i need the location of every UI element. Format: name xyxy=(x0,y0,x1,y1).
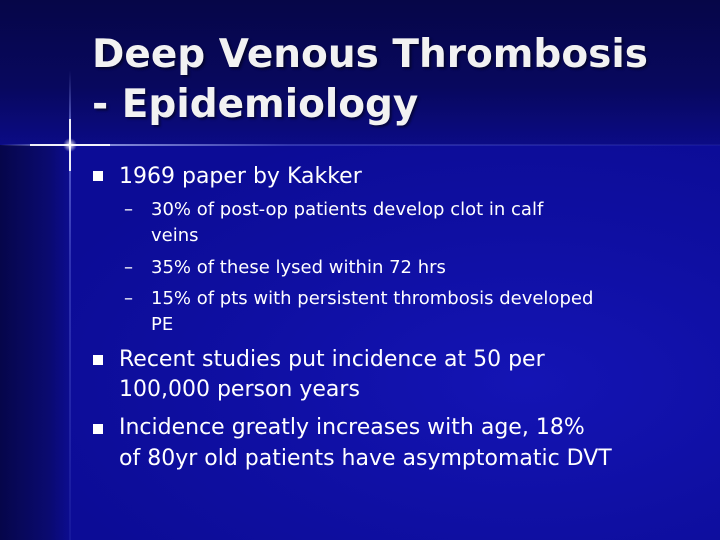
slide-title xyxy=(92,30,702,130)
sub-item-2-line-1: 35% of these lysed within 72 hrs xyxy=(151,257,446,278)
sub-item-3-line-2: PE xyxy=(151,314,174,335)
sub-item-1-line-1: 30% of post-op patients develop clot in calf xyxy=(151,199,544,220)
square-bullet-icon xyxy=(93,355,103,365)
title-line-1: Deep Venous Thrombosis xyxy=(92,32,648,77)
dash-icon: – xyxy=(124,257,133,278)
sub-item-3-line-1: 15% of pts with persistent thrombosis developed xyxy=(151,288,594,309)
dash-icon: – xyxy=(124,199,133,220)
bullet-2-line-1: Recent studies put incidence at 50 per xyxy=(119,347,545,372)
square-bullet-icon xyxy=(93,424,103,434)
bullet-2-line-2: 100,000 person years xyxy=(119,377,360,402)
dash-icon: – xyxy=(124,288,133,309)
bullet-3-line-1: Incidence greatly increases with age, 18% xyxy=(119,415,585,440)
bullet-1-text: 1969 paper by Kakker xyxy=(119,164,362,189)
title-line-2: - Epidemiology xyxy=(92,82,419,127)
bullet-3-line-2: of 80yr old patients have asymptomatic DVT xyxy=(119,446,612,471)
sub-item-1-line-2: veins xyxy=(151,225,199,246)
square-bullet-icon xyxy=(93,171,103,181)
